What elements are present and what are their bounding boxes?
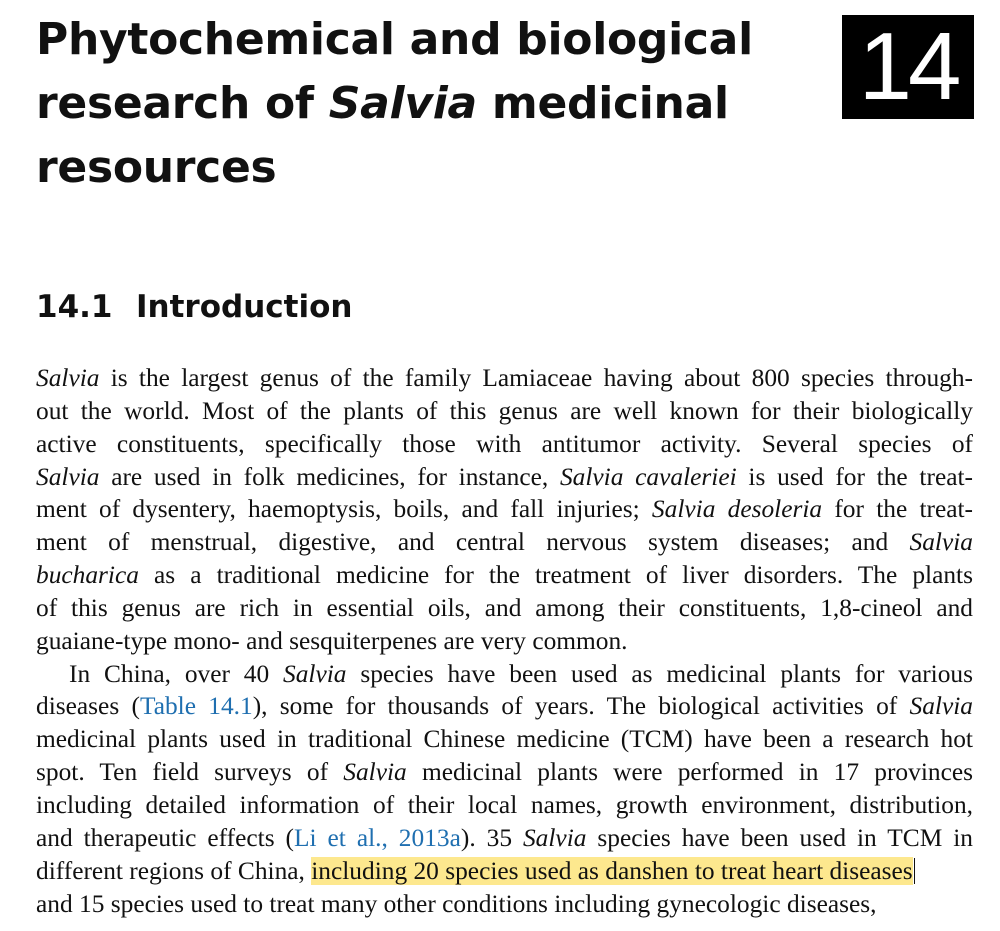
text-run: are used in folk medicines, for instance, [99,462,560,491]
italic-term: Salvia [909,692,973,721]
text-run: species have been used in TCM in [586,823,973,852]
text-run: ment of dysentery, haemoptysis, boils, and fall injuries; [36,495,652,524]
text-line [36,559,973,592]
text-line [36,888,973,921]
italic-term: Salvia [522,823,587,852]
body-text [36,362,973,920]
text-run: ), some for thousands of years. The biological activities of [252,692,910,721]
text-run: medicinal plants used in traditional Chinese medicine (TCM) have been a research hot [36,725,973,754]
text-line [36,493,973,526]
text-line [36,461,973,494]
italic-term: Salvia [36,364,100,392]
chapter-title-start: Phytochemical and biological research of [36,14,753,129]
citation-link[interactable]: Li et al., 2013a [294,823,461,852]
text-line [36,362,973,395]
text-line [36,592,973,625]
text-line [36,789,973,822]
text-line [36,690,973,723]
section-heading [36,285,352,329]
text-run: active constituents, specifically those with antitumor activity. Several species of [36,429,973,458]
text-run: medicinal plants were performed in 17 provinces [406,758,973,787]
chapter-title-end: medicinal resources [36,78,729,193]
text-run: diseases ( [36,692,140,721]
italic-term: Salvia cavaleriei [559,462,737,491]
text-run: for the treat- [822,495,973,524]
text-run: spot. Ten field surveys of [36,758,344,787]
text-cursor [914,858,916,884]
italic-term: Salvia [283,659,347,688]
italic-term: Salvia [36,462,100,491]
italic-term: bucharica [36,561,139,590]
italic-term: Salvia [343,758,407,787]
text-run: and therapeutic effects ( [36,823,294,852]
text-line [36,428,973,461]
text-run: is the largest genus of the family Lamiaceae having about 800 species through- [99,364,973,392]
italic-term: Salvia [909,528,973,557]
text-run: as a traditional medicine for the treatment of liver disorders. The plants [138,561,973,590]
text-run: and 15 species used to treat many other conditions including gynecologic diseases, [36,889,877,918]
text-line [36,625,973,658]
text-run: In China, over 40 [69,659,284,688]
italic-term: Salvia desoleria [651,495,823,524]
text-run: of this genus are rich in essential oils, and among their constituents, 1,8-cineol and [36,593,973,622]
chapter-title [36,8,796,200]
text-run: ment of menstrual, digestive, and central nervous system diseases; and [36,528,910,557]
text-run: ). 35 [460,823,523,852]
chapter-title-genus: Salvia [328,78,477,129]
text-run: is used for the treat- [736,462,973,491]
text-run: including detailed information of their local names, growth environment, distribution, [36,790,973,819]
text-line [36,395,973,428]
text-line [36,723,973,756]
text-run: out the world. Most of the plants of this genus are well known for their biologically [36,396,973,425]
text-line [36,756,973,789]
table-reference-link[interactable]: Table 14.1 [139,692,253,721]
text-line [36,526,973,559]
text-line [36,855,973,888]
text-run: guaiane-type mono- and sesquiterpenes are very common. [36,626,628,655]
chapter-number-badge: 14 [842,15,974,119]
section-number: 14.1 [36,289,113,325]
text-line [36,822,973,855]
text-run: different regions of China, [36,856,312,885]
text-run: species have been used as medicinal plants for various [346,659,973,688]
section-title: Introduction [136,289,353,325]
highlighted-text[interactable]: including 20 species used as danshen to treat heart diseases [311,856,913,885]
text-line [36,658,973,691]
